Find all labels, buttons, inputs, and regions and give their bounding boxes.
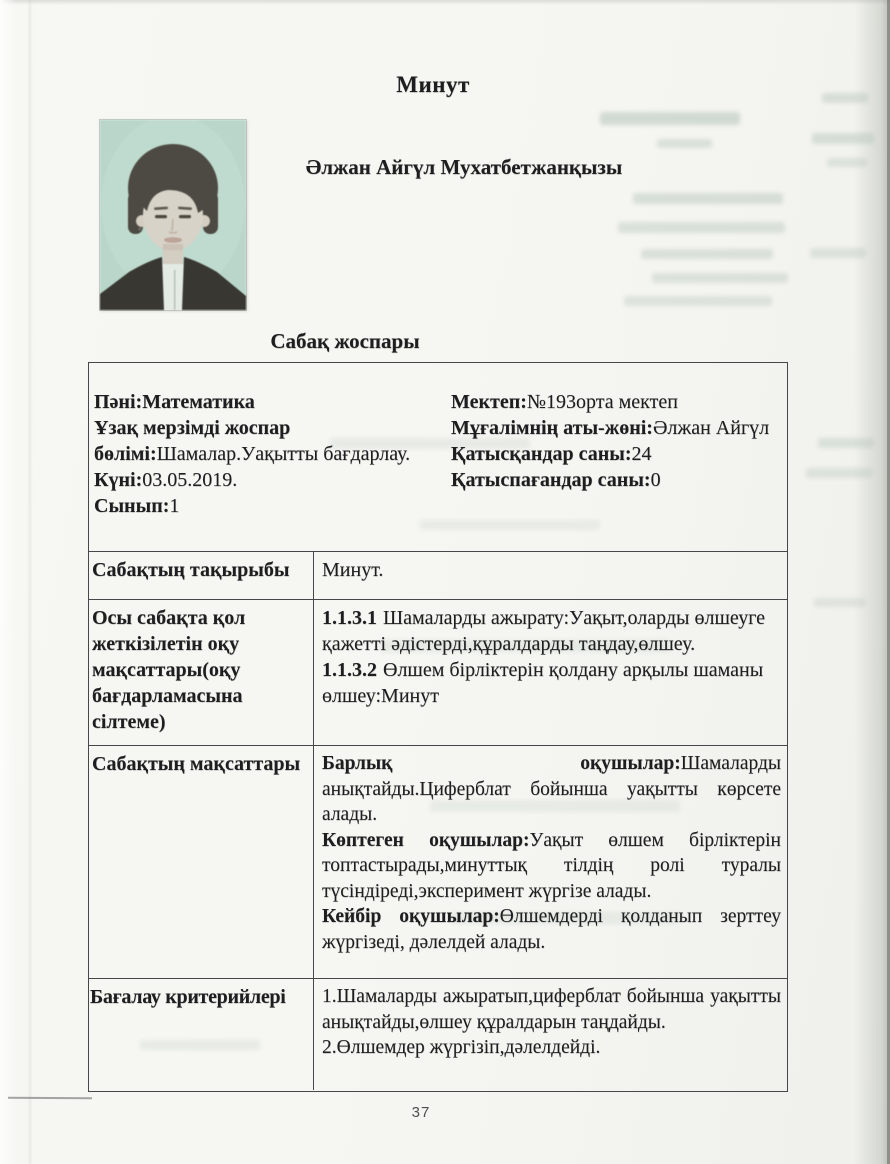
field-value: №193орта мектеп [526,391,678,413]
field-value: Әлжан Айгүл [652,417,770,439]
bleed-through-artifact [818,438,874,448]
teacher-portrait-graphic [100,120,246,310]
row-header: Сабақтың мақсаттары [89,746,314,978]
field-value: 03.05.2019. [142,469,238,491]
goal-label: Барлық оқушылар: [322,753,681,774]
field-value: Шамалар.Уақытты бағдарлау. [156,443,411,465]
criteria-item: 2.Өлшемдер жүргізіп,дәлелдейді. [322,1037,601,1058]
field-label: Мұғалімнің аты-жөні: [451,417,653,439]
bleed-through-artifact [827,158,867,167]
page-crease [29,0,31,1164]
bleed-through-artifact [624,296,772,306]
table-row-criteria [89,978,787,1090]
field-label: Мектеп: [451,391,527,413]
objective-text: Шамаларды ажырату:Уақыт,оларды өлшеуге қажетті әдістерді,құралдарды таңдау,өлшеу. [322,607,766,655]
objective-code: 1.1.3.2 [322,659,377,681]
goal-text: Уақыт өлшем бірліктерін топтастырады,минуттық тілдің ролі туралы түсіндіреді,эксперимент жүргізе алады. [322,829,781,902]
bleed-through-artifact [810,248,866,258]
table-row-objectives [89,599,787,745]
scan-artifact-line [8,1097,92,1100]
goal-text: Шамаларды анықтайды.Циферблат бойынша уақытты көрсете алады. [322,753,781,825]
field-label: Күні: [94,469,143,491]
table-row-goals [89,745,787,978]
objective-text: Өлшем бірліктерін қолдану арқылы шаманы өлшеу:Минут [322,659,764,707]
bleed-through-artifact [641,249,773,259]
row-header: Осы сабақта қол жеткізілетін оқу мақсаттары(оқу бағдарламасына сілтеме) [89,600,314,745]
teacher-name: Әлжан Айгүл Мухатбетжанқызы [305,155,623,179]
bleed-through-artifact [806,468,872,478]
field-value: 24 [631,443,652,465]
bleed-through-artifact [600,112,740,125]
lesson-plan-table [88,362,788,1092]
goals-value [314,746,787,978]
info-cell [89,363,787,551]
field-value: Математика [142,391,255,413]
info-right-block [451,389,781,493]
goal-text: Өлшемдерді қолданып зерттеу жүргізеді, дәлелдей алады. [322,906,781,953]
field-label: Қатысқандар саны: [451,443,632,465]
row-header: Бағалау критерийлері [89,979,314,1090]
lesson-plan-heading: Сабақ жоспары [270,329,420,353]
field-value: 0 [650,469,661,491]
field-label: Сынып: [94,495,170,517]
info-left-block [94,389,446,519]
bleed-through-artifact [814,598,866,607]
bleed-through-artifact [657,139,712,148]
goal-label: Көптеген оқушылар: [322,829,530,851]
bleed-through-artifact [633,193,783,204]
goal-label: Кейбір оқушылар: [322,906,500,927]
scan-edge-right [854,0,890,1164]
scan-edge-left [0,0,16,1164]
bleed-through-artifact [652,273,788,283]
field-label: Ұзақ мерзімді жоспар бөлімі: [94,417,291,465]
table-row-topic [89,551,787,599]
objectives-value [314,600,787,745]
document-title: Минут [396,72,470,97]
field-label: Пәні: [94,391,143,413]
table-row-info [89,363,787,551]
criteria-item: 1.Шамаларды ажыратып,циферблат бойынша уақытты анықтайды,өлшеу құралдарын таңдайды. [322,986,781,1033]
teacher-photo [100,120,246,310]
objective-code: 1.1.3.1 [322,607,377,629]
criteria-value [314,979,787,1090]
page-number: 37 [411,1104,431,1121]
bleed-through-artifact [618,222,785,233]
scan-edge-top [0,0,890,5]
row-header: Сабақтың тақырыбы [89,552,314,599]
field-label: Қатыспағандар саны: [451,469,651,491]
topic-value: Минут. [322,559,384,581]
bleed-through-artifact [812,133,874,144]
field-value: 1 [169,495,180,517]
